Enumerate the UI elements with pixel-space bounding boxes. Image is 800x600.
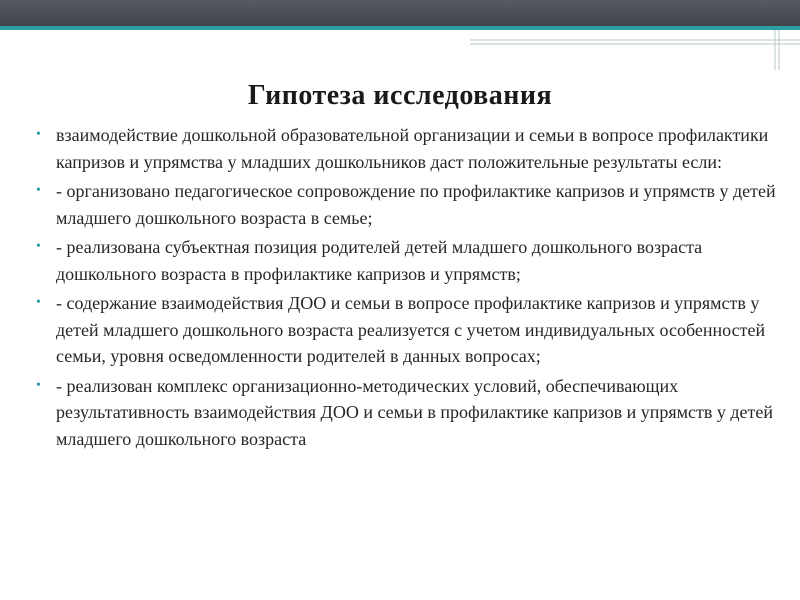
bullet-icon: •	[36, 183, 41, 198]
list-item-text: - организовано педагогическое сопровождение по профилактике капризов и упрямств у детей младшего дошкольного возраста в семье;	[56, 181, 776, 228]
list-item-text: взаимодействие дошкольной образовательной организации и семьи в вопросе профилактики капризов и упрямства у младших дошкольников даст положительные результаты если:	[56, 125, 769, 172]
bullet-icon: •	[36, 377, 41, 393]
bullet-icon: •	[36, 295, 41, 310]
list-item	[36, 122, 776, 175]
slide-title: Гипотеза исследования	[247, 80, 553, 111]
list-item	[36, 234, 776, 287]
corner-decoration	[470, 30, 800, 70]
list-item-text: - реализована субъектная позиция родителей детей младшего дошкольного возраста дошкольного возраста в профилактике капризов и упрямств;	[56, 237, 703, 284]
hypothesis-list	[36, 122, 776, 455]
bullet-icon: •	[36, 239, 41, 254]
list-item-text: - содержание взаимодействия ДОО и семьи в вопросе профилактике капризов и упрямств у детей младшего дошкольного возраста реализуется с учетом индивидуальных особенностей семьи, уровня осведомленности родителей в данных вопросах;	[56, 293, 766, 366]
list-item	[36, 373, 776, 453]
list-item-text: - реализован комплекс организационно-методических условий, обеспечивающих результативность взаимодействия ДОО и семьи в профилактике капризов и упрямств у детей младшего дошкольного возраста	[56, 375, 774, 449]
header-bar	[0, 0, 800, 26]
list-item	[36, 178, 776, 231]
list-item	[36, 290, 776, 370]
bullet-icon: •	[36, 127, 41, 142]
